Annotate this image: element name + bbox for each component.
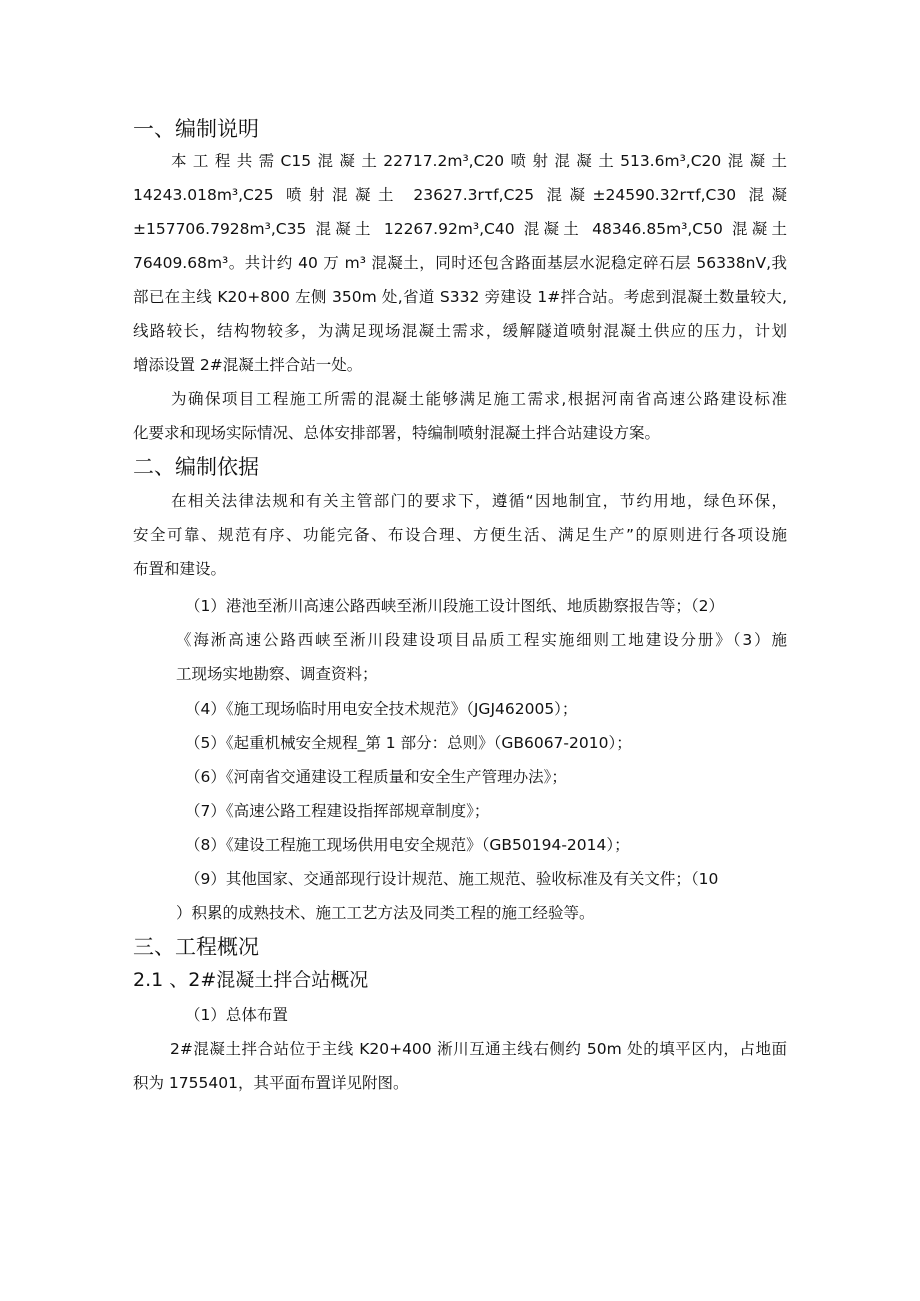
s1-line-8: 为确保项目工程施工所需的混凝土能够满足施工需求,根据河南省高速公路建设标准 — [171, 390, 787, 408]
ref-line-5: （5）《起重机械安全规程_第 1 部分：总则》（GB6067-2010）； — [185, 734, 632, 752]
ref-line-7: （7）《高速公路工程建设指挥部规章制度》； — [185, 802, 490, 820]
s1-line-2: 14243.018m³,C25 喷射混凝土 23627.3rτf,C25 混凝±24590.32rτf,C30 混凝 — [133, 186, 787, 204]
ref-line-1: （1）港池至淅川高速公路西峡至淅川段施工设计图纸、地质勘察报告等；（2） — [185, 597, 724, 615]
s1-line-1: 本工程共需C15混凝土22717.2m³,C20喷射混凝土513.6m³,C20混凝土 — [171, 152, 787, 170]
ref-line-8: （8）《建设工程施工现场供用电安全规范》（GB50194-2014）； — [185, 836, 630, 854]
subsection-2-1-heading: 2.1 、2#混凝土拌合站概况 — [133, 969, 369, 991]
s1-line-4: 76409.68m³。共计约 40 万 m³ 混凝土，同时还包含路面基层水泥稳定碎石层 56338nV,我 — [133, 254, 787, 272]
ref-line-4: （4）《施工现场临时用电安全技术规范》（JGJ462005）； — [185, 700, 578, 718]
s2-line-2: 安全可靠、规范有序、功能完备、布设合理、方便生活、满足生产”的原则进行各项设施 — [133, 526, 787, 544]
s1-line-6: 线路较长，结构物较多，为满足现场混凝土需求，缓解隧道喷射混凝土供应的压力，计划 — [133, 322, 787, 340]
section-1-heading: 一、编制说明 — [133, 117, 259, 141]
s3-line-2: 积为 1755401，其平面布置详见附图。 — [133, 1074, 409, 1092]
s3-line-1: 2#混凝土拌合站位于主线 K20+400 淅川互通主线右侧约 50m 处的填平区内，占地面 — [170, 1040, 787, 1058]
section-2-heading: 二、编制依据 — [133, 455, 259, 479]
section-3-heading: 三、工程概况 — [133, 935, 259, 959]
s2-line-3: 布置和建设。 — [133, 560, 227, 578]
ref-line-2: 《海淅高速公路西峡至淅川段建设项目品质工程实施细则工地建设分册》（3）施 — [176, 631, 787, 649]
ref-line-3: 工现场实地勘察、调查资料； — [176, 665, 378, 683]
s1-line-5: 部已在主线 K20+800 左侧 350m 处,省道 S332 旁建设 1#拌合站。考虑到混凝土数量较大, — [133, 288, 787, 306]
ref-line-6: （6）《河南省交通建设工程质量和安全生产管理办法》； — [185, 768, 567, 786]
s2-line-1: 在相关法律法规和有关主管部门的要求下，遵循“因地制宜，节约用地，绿色环保， — [171, 492, 787, 510]
s1-line-3: ±157706.7928m³,C35 混凝土 12267.92m³,C40 混凝土 48346.85m³,C50 混凝土 — [133, 220, 787, 238]
s1-line-7: 增添设置 2#混凝土拌合站一处。 — [133, 356, 363, 374]
s1-line-9: 化要求和现场实际情况、总体安排部署，特编制喷射混凝土拌合站建设方案。 — [133, 424, 661, 442]
ref-line-10: ）积累的成熟技术、施工工艺方法及同类工程的施工经验等。 — [176, 904, 595, 922]
ref-line-9: （9）其他国家、交通部现行设计规范、施工规范、验收标准及有关文件；（10 — [185, 870, 719, 888]
s3-item-1: （1）总体布置 — [185, 1006, 288, 1024]
